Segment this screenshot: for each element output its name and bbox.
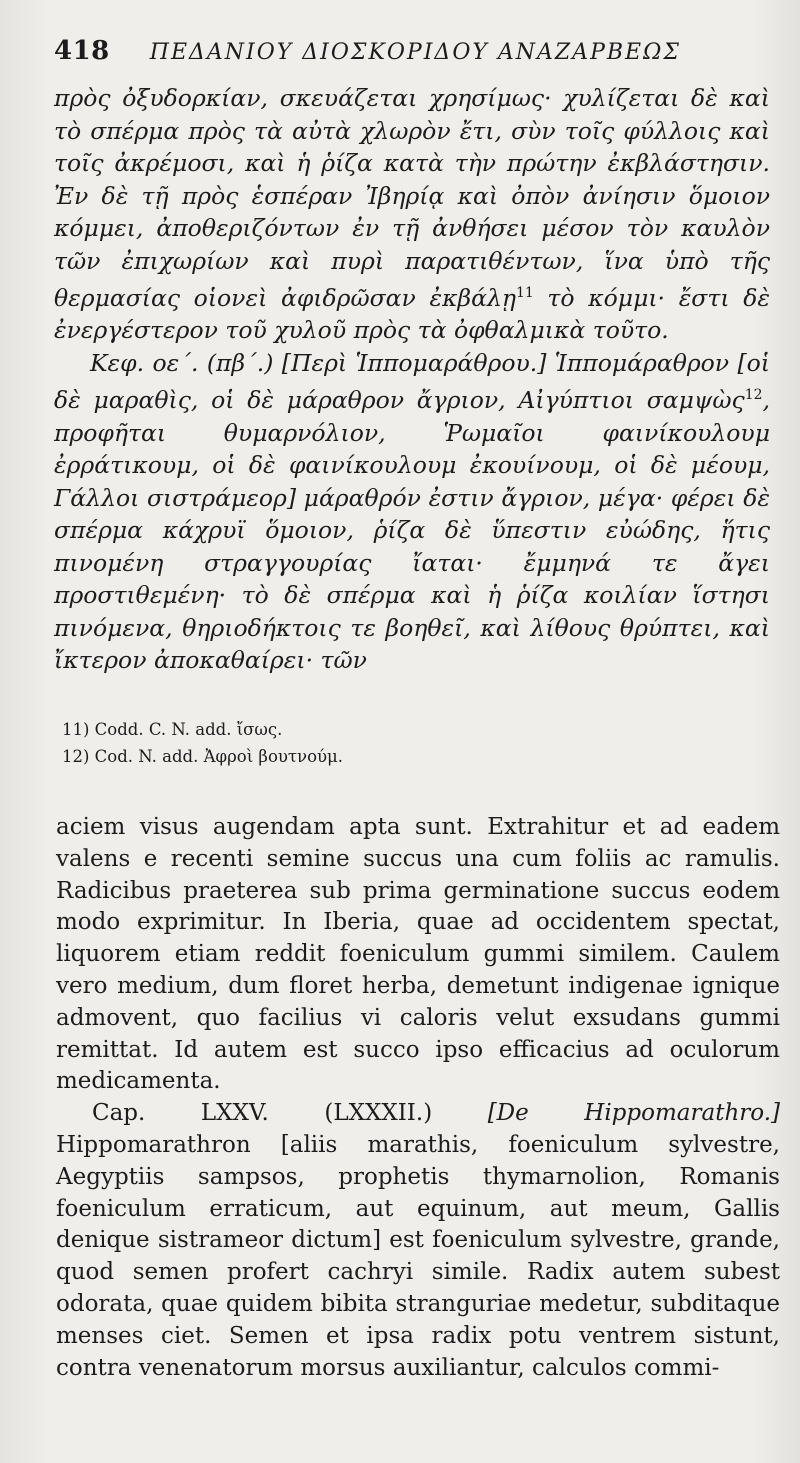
footnotes <box>62 716 762 770</box>
greek-paragraph-2-tail: , προφῆται θυμαρνόλιον, Ῥωμαῖοι φαινίκουλουμ ἐρράτικουμ, οἱ δὲ φαινίκουλουμ ἐκουίνουμ, οἱ δὲ μέουμ, Γάλλοι σιστράμεορ] μάραθρόν ἐστιν ἄγριον, μέγα· φέρει δὲ σπέρμα κάχρυϊ ὅμοιον, ῥίζα δὲ ὕπεστιν εὐώδης, ἥτις πινομένη στραγγουρίας ἴαται· ἔμμηνά τε ἄγει προστιθεμένη· τὸ δὲ σπέρμα καὶ ἡ ῥίζα κοιλίαν ἵστησι πινόμενα, θηριοδήκτοις τε βοηθεῖ, καὶ λίθους θρύπτει, καὶ ἴκτερον ἀποκαθαίρει· τῶν <box>54 386 770 675</box>
greek-paragraph-2 <box>54 347 770 677</box>
footnote-ref-12: 12 <box>744 387 763 404</box>
greek-paragraph-2-head: Κεφ. οε΄. (πβ΄.) [Περὶ Ἱππομαράθρου.] Ἱππομάραθρον [οἱ δὲ μαραθὶς, οἱ δὲ μάραθρον ἄγριον, Αἰγύπτιοι σαμψὼς <box>54 348 770 415</box>
footnote-12: 12) Cod. N. add. Ἀφροὶ βουτνούμ. <box>62 747 344 766</box>
latin-paragraph-1: aciem visus augendam apta sunt. Extrahitur et ad eadem valens e recenti semine succus una cum foliis ac ramulis. Radicibus praeterea sub prima germinatione succus eodem modo exprimitur. In Iberia, quae ad occidentem spectat, liquorem etiam reddit foeniculum gummi similem. Caulem vero medium, dum floret herba, demetunt indigenae ignique admovent, quo facilius vi caloris velut exsudans gummi remittat. Id autem est succo ipso efficacius ad oculorum medicamenta. <box>56 814 780 1095</box>
chapter-heading: Cap. LXXV. (LXXXII.) <box>92 1100 488 1127</box>
running-title: ΠΕΔΑΝΙΟΥ ΔΙΟΣΚΟΡΙΔΟΥ ΑΝΑΖΑΡΒΕΩΣ <box>149 40 681 65</box>
footnote-11: 11) Codd. C. N. add. ἴσως. <box>62 720 283 739</box>
greek-paragraph-1 <box>54 82 770 347</box>
latin-paragraph-2-body: Hippomarathron [aliis marathis, foeniculum sylvestre, Aegyptiis sampsos, prophetis thymarnolion, Romanis foeniculum erraticum, aut equinum, aut meum, Gallis denique sistrameor dictum] est foeniculum sylvestre, grande, quod semen profert cachryi simile. Radix autem subest odorata, quae quidem bibita stranguriae medetur, subditaque menses ciet. Semen et ipsa radix potu ventrem sistunt, contra venenatorum morsus auxiliantur, calculos commi- <box>56 1131 780 1381</box>
page-number: 418 <box>54 36 110 66</box>
page-header <box>54 36 774 76</box>
greek-paragraph-1-tail: τὸ κόμμι· ἔστι δὲ ἐνεργέστερον τοῦ χυλοῦ πρὸς τὰ ὀφθαλμικὰ τοῦτο. <box>54 283 770 345</box>
greek-paragraph-1-text: πρὸς ὀξυδορκίαν, σκευάζεται χρησίμως· χυλίζεται δὲ καὶ τὸ σπέρμα πρὸς τὰ αὐτὰ χλωρὸν ἔτι, σὺν τοῖς φύλλοις καὶ τοῖς ἀκρέμοσι, καὶ ἡ ῥίζα κατὰ τὴν πρώτην ἐκβλάστησιν. Ἐν δὲ τῇ πρὸς ἑσπέραν Ἰβηρίᾳ καὶ ὀπὸν ἀνίησιν ὅμοιον κόμμει, ἀποθεριζόντων ἐν τῇ ἀνθήσει μέσον τὸν καυλὸν τῶν ἐπιχωρίων καὶ πυρὶ παρατιθέντων, ἵνα ὑπὸ τῆς θερμασίας οἱονεὶ ἀφιδρῶσαν ἐκβάλῃ <box>54 84 770 312</box>
latin-paragraph-2 <box>56 1098 780 1384</box>
footnote-ref-11: 11 <box>515 285 534 301</box>
latin-text <box>56 812 780 1384</box>
greek-text <box>54 82 770 677</box>
chapter-title: [De Hippomarathro.] <box>487 1100 780 1127</box>
